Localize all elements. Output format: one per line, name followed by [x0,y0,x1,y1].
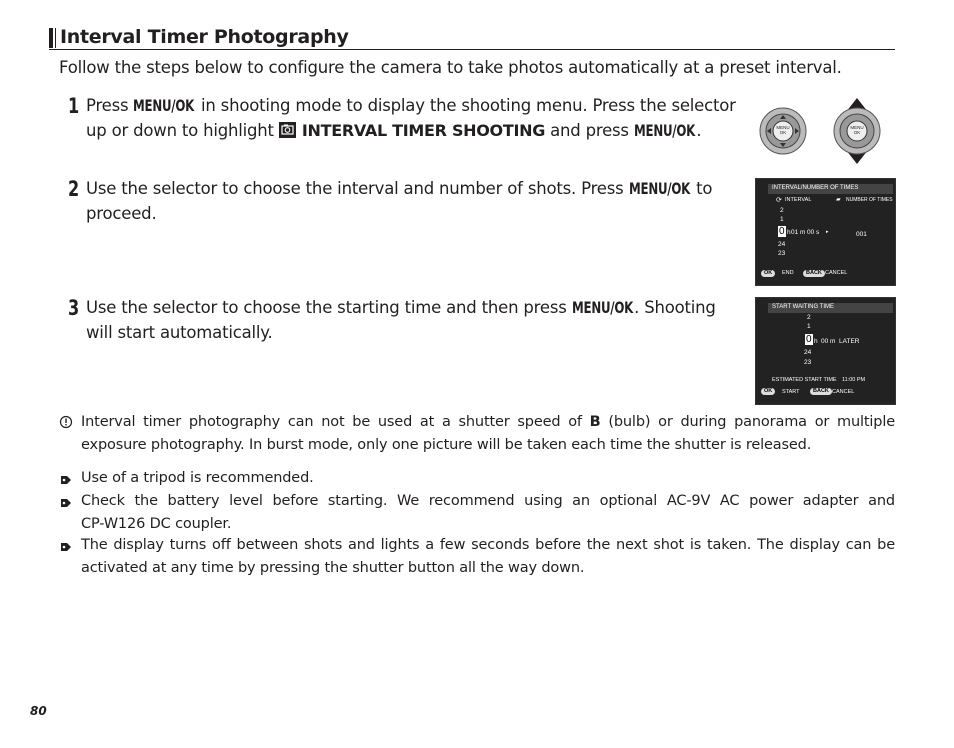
ok-label: END [782,270,794,276]
page-number: 80 [30,704,47,718]
estimated-start-label: ESTIMATED START TIME [772,377,837,383]
number-of-times-label: NUMBER OF TIMES [846,197,893,203]
note-1-text: Use of a tripod is recommended. [81,470,314,486]
step-3-pre: Use the selector to choose the starting time and then press [86,298,572,317]
second-value: 00 [807,229,815,236]
step-2-post: to [691,179,713,198]
step-1-line-2 [86,118,746,143]
note-icon [59,495,73,509]
note-icon [59,472,73,486]
note-2-text [81,490,895,536]
step-1-line2-pre: up or down to highlight [86,121,279,140]
arrow-right-icon: ▸ [826,229,829,235]
menu-ok-key-4: MENU/OK [571,298,633,317]
menu-ok-key-2: MENU/OK [633,121,695,140]
selector-updown-illustration [832,96,882,166]
hour-unit: h [787,229,791,236]
hour-value: 0 [779,226,785,237]
start-waiting-time-screen [755,297,896,405]
hour-down-2: 23 [778,250,786,257]
note-3-line-2: activated at any time by pressing the shutter button all the way down. [81,560,585,576]
number-of-times-icon: ▰ [836,197,841,203]
intro-text: Follow the steps below to configure the camera to take photos automatically at a preset interval. [59,58,842,77]
back-button-icon: BACK [803,270,825,277]
estimated-start-time: 11:00 PM [842,377,866,383]
hour-down-1: 24 [778,241,786,248]
screen-2-title: START WAITING TIME [772,304,835,310]
step-2-line-2: proceed. [86,204,157,223]
step-2-line-1 [86,176,746,201]
caution-line-1 [81,411,895,434]
note-icon [59,539,73,553]
start-minute-unit: m [830,338,836,345]
step-3-text [86,295,746,345]
later-label: LATER [839,338,860,345]
menu-ok-button-label-2: MENU OK [850,125,864,135]
hour-up-2: 2 [780,207,784,214]
selector-press-illustration [758,106,808,156]
bulb-key: B [589,414,601,430]
heading-bar [49,28,53,48]
start-hour-unit: h [814,338,818,345]
start-minute-value: 00 [821,338,829,345]
minute-value: 01 [791,229,799,236]
hour-up-1: 1 [780,216,784,223]
step-3-line-2: will start automatically. [86,323,273,342]
heading-bar-thin [55,28,56,48]
second-unit: s [816,229,820,236]
step-1-end: . [696,121,702,140]
page-title: Interval Timer Photography [60,26,349,48]
menu-ok-key: MENU/OK [133,96,195,115]
caution-text [81,411,895,457]
note-3-text [81,534,895,580]
start-hour-down-2: 23 [804,359,812,366]
step-2-number: 2 [68,177,80,201]
back-button-icon-2: BACK [810,388,832,395]
start-hour-up-2: 2 [807,314,811,321]
note-3-line-1: The display turns off between shots and lights a few seconds before the next shot is taken. The display can be [81,537,895,553]
ok-button-icon: OK [761,270,775,277]
interval-setting-screen [755,178,896,286]
screen-1-title: INTERVAL/NUMBER OF TIMES [772,185,859,191]
caution-pre: Interval timer photography can not be used at a shutter speed of [81,414,590,430]
caution-post: (bulb) or during panorama or multiple [600,414,896,430]
minute-unit: m [800,229,806,236]
step-1-number: 1 [68,94,80,118]
step-3-number: 3 [68,296,80,320]
ok-label-2: START [782,389,800,395]
note-2-line-1: Check the battery level before starting. We recommend using an optional AC-9V AC power adapter and [81,493,895,509]
step-1-line-1 [86,93,746,118]
step-1-line2-mid: and press [545,121,634,140]
step-1-mid: in shooting mode to display the shooting menu. Press the selector [195,96,736,115]
step-2-text [86,176,746,226]
start-hour-down-1: 24 [804,349,812,356]
back-label-2: CANCEL [832,389,855,395]
step-3-post: . Shooting [634,298,716,317]
caution-line-2: exposure photography. In burst mode, only one picture will be taken each time the shutter is released. [81,437,812,453]
menu-ok-button-label: MENU OK [776,125,790,135]
step-1-pre: Press [86,96,134,115]
heading-rule [49,49,895,50]
menu-ok-key-3: MENU/OK [628,179,690,198]
step-3-line-1 [86,295,746,320]
step-2-pre: Use the selector to choose the interval and number of shots. Press [86,179,629,198]
back-label: CANCEL [825,270,848,276]
start-hour-up-1: 1 [807,323,811,330]
shot-count: 001 [856,231,867,238]
interval-label: INTERVAL [785,197,812,203]
note-2-line-2: CP-W126 DC coupler. [81,516,232,532]
step-1-text [86,93,746,143]
interval-timer-shooting-label: INTERVAL TIMER SHOOTING [301,121,546,140]
interval-cycle-icon: ⟳ [776,197,782,204]
interval-timer-icon [279,122,296,138]
start-hour-value: 0 [806,334,812,345]
caution-icon [59,414,73,428]
ok-button-icon-2: OK [761,388,775,395]
